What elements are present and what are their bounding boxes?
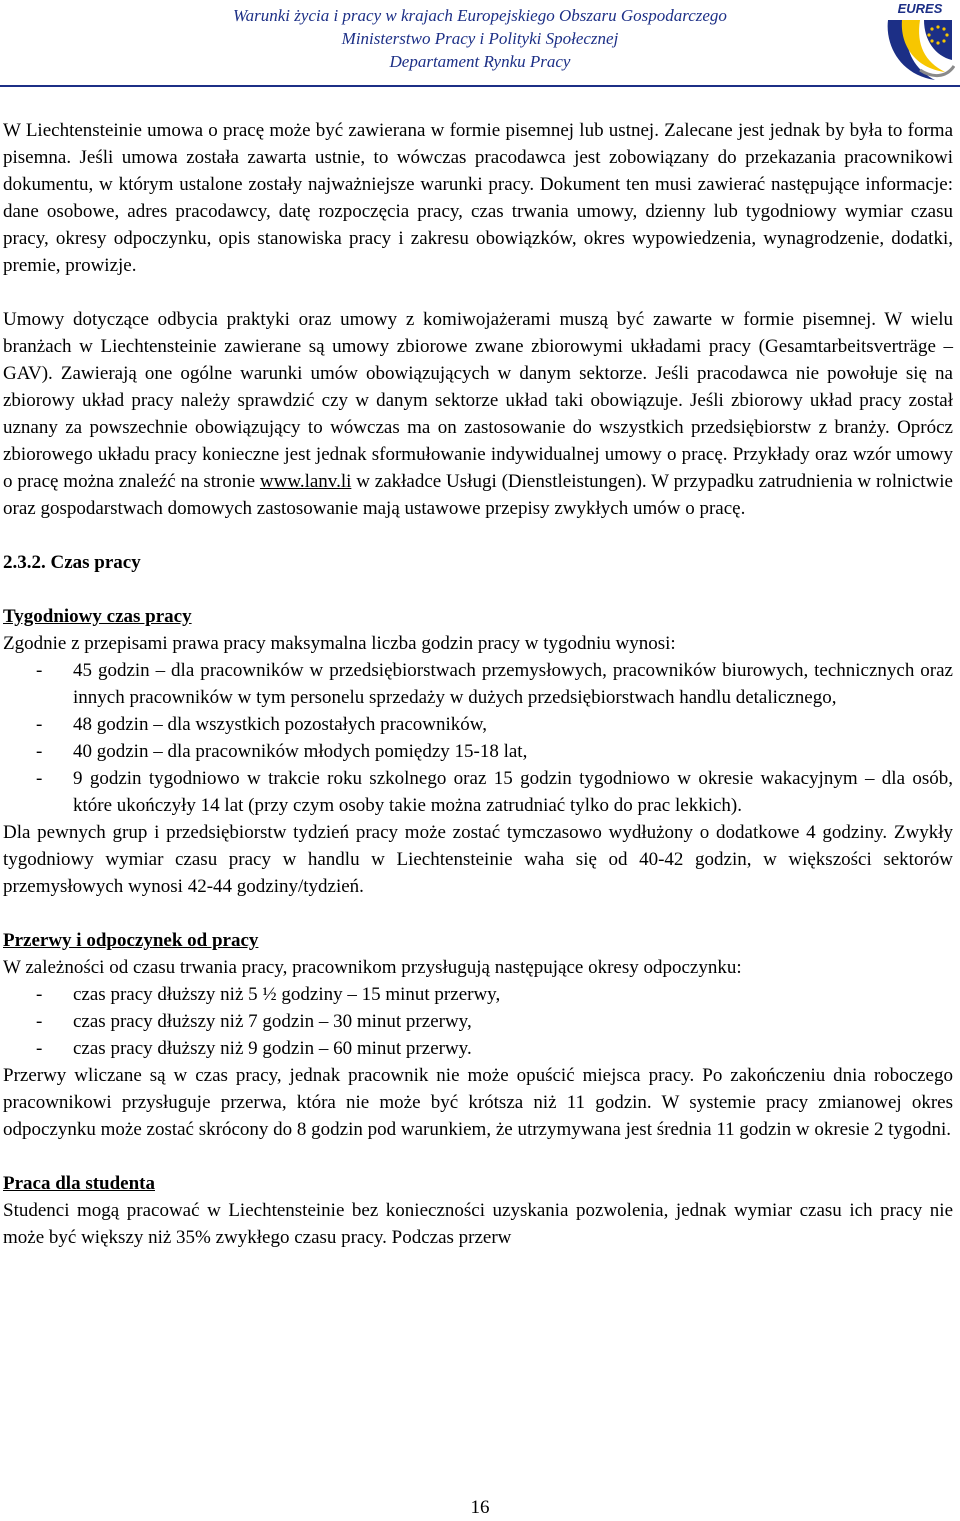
list-dash: - — [36, 984, 43, 1005]
list-dash: - — [36, 741, 43, 762]
header-line-1: Warunki życia i pracy w krajach Europejskiego Obszaru Gospodarczego — [233, 6, 727, 25]
list-dash: - — [36, 1038, 43, 1059]
header-line-2: Ministerstwo Pracy i Polityki Społecznej — [341, 29, 619, 48]
eures-logo-text: EURES — [897, 1, 943, 16]
paragraph-text: W Liechtensteinie umowa o pracę może być zawierana w formie pisemnej lub ustnej. Zalecane jest jednak by była to forma pisemna. Jeśli umowa została zawarta ustnie, to wówczas pracodawca jest zobowiązany do przekazania pracownikowi dokumentu, w którym ustalone zostały najważniejsze warunki pracy. — [3, 120, 953, 195]
weekly-hours-list — [3, 657, 953, 819]
eures-logo — [880, 0, 955, 82]
weekly-hours-outro: Dla pewnych grup i przedsiębiorstw tydzień pracy może zostać tymczasowo wydłużony o dodatkowe 4 godziny. Zwykły tygodniowy wymiar czasu pracy w handlu w Liechtensteinie waha się od 40-42 godzin, w większości sektorów przemysłowych wynosi 42-44 godziny/tydzień. — [3, 822, 953, 897]
list-dash: - — [36, 660, 43, 681]
paragraph-text: Dokument ten musi zawierać następujące informacje: dane osobowe, adres pracodawcy, datę rozpoczęcia pracy, czas trwania umowy, dzienny lub tygodniowy wymiar czasu pracy, okresy odpoczynku, opis stanowiska pracy i zakresu obowiązków, okres wypowiedzenia, wynagrodzenie, dodatki, premie, prowizje. — [3, 174, 953, 276]
list-item: - 48 godzin – dla wszystkich pozostałych pracowników, — [3, 711, 953, 738]
list-item: - 45 godzin – dla pracowników w przedsiębiorstwach przemysłowych, pracowników biurowych, technicznych oraz innych pracowników w tym personelu sprzedaży w dużych przedsiębiorstwach handlu detalicznego, — [3, 657, 953, 711]
breaks-intro: W zależności od czasu trwania pracy, pracownikom przysługują następujące okresy odpoczynku: — [3, 957, 742, 978]
page-header — [0, 0, 960, 85]
lanv-link[interactable]: www.lanv.li — [259, 471, 352, 492]
header-line-3: Departament Rynku Pracy — [389, 52, 571, 71]
paragraph-text: Umowy dotyczące odbycia praktyki oraz umowy z komiwojażerami muszą być zawarte w formie pisemnej. W wielu branżach w Liechtensteinie zawierane są umowy zbiorowe zwane zbiorowymi układami pracy (Gesamtarbeitsverträge – GAV). Zawierają one ogólne warunki umów obowiązujących w danym sektorze. Jeśli pracodawca nie powołuje się na zbiorowy układ pracy należy sprawdzić czy w danym sektorze układ taki obowiązuje. Jeśli zbiorowy układ pracy został uznany za powszechnie obowiązujący to wówczas ma on zastosowanie do wszystkich przedsiębiorstw z branży. Oprócz zbiorowego układu pracy konieczne jest jednak sformułowanie indywidualnej umowy o pracę. Przykłady oraz wzór umowy o pracę można znaleźć na stronie — [3, 309, 953, 492]
list-item: - 9 godzin tygodniowo w trakcie roku szkolnego oraz 15 godzin tygodniowo w okresie wakacyjnym – dla osób, które ukończyły 14 lat (przy czym osoby takie można zatrudniać tylko do prac lekkich). — [3, 765, 953, 819]
list-dash: - — [36, 714, 43, 735]
list-dash: - — [36, 768, 43, 789]
header-text — [150, 4, 810, 73]
paragraph-text: w zakładce Usługi (Dienstleistungen). W przypadku zatrudnienia w rolnictwie oraz gospodarstwach domowych zastosowanie mają ustawowe przepisy zwykłych umów o pracę. — [3, 471, 953, 519]
weekly-hours-heading: Tygodniowy czas pracy — [3, 606, 192, 627]
list-item: - czas pracy dłuższy niż 5 ½ godziny – 15 minut przerwy, — [3, 981, 953, 1008]
page-number: 16 — [470, 1497, 490, 1518]
section-heading: 2.3.2. Czas pracy — [3, 552, 141, 573]
student-heading: Praca dla studenta — [3, 1173, 155, 1194]
breaks-outro: Przerwy wliczane są w czas pracy, jednak pracownik nie może opuścić miejsca pracy. Po zakończeniu dnia roboczego pracownikowi przysługuje przerwa, która nie może być krótsza niż 11 godzin. W systemie pracy zmianowej okres odpoczynku może zostać skrócony do 8 godzin pod warunkiem, że utrzymywana jest średnia 11 godzin w okresie 2 tygodni. — [3, 1065, 953, 1140]
paragraph-contract-form — [3, 117, 953, 279]
list-item: - czas pracy dłuższy niż 9 godzin – 60 minut przerwy. — [3, 1035, 953, 1062]
paragraph-collective-agreements — [3, 306, 953, 522]
student-text: Studenci mogą pracować w Liechtensteinie bez konieczności uzyskania pozwolenia, jednak wymiar czasu ich pracy nie może być większy niż 35% zwykłego czasu pracy. Podczas przerw — [3, 1200, 953, 1248]
list-item: - czas pracy dłuższy niż 7 godzin – 30 minut przerwy, — [3, 1008, 953, 1035]
breaks-heading: Przerwy i odpoczynek od pracy — [3, 930, 259, 951]
list-item: - 40 godzin – dla pracowników młodych pomiędzy 15-18 lat, — [3, 738, 953, 765]
weekly-hours-intro: Zgodnie z przepisami prawa pracy maksymalna liczba godzin pracy w tygodniu wynosi: — [3, 633, 676, 654]
document-body — [3, 117, 953, 1251]
breaks-list — [3, 981, 953, 1062]
header-divider — [0, 85, 960, 87]
list-dash: - — [36, 1011, 43, 1032]
